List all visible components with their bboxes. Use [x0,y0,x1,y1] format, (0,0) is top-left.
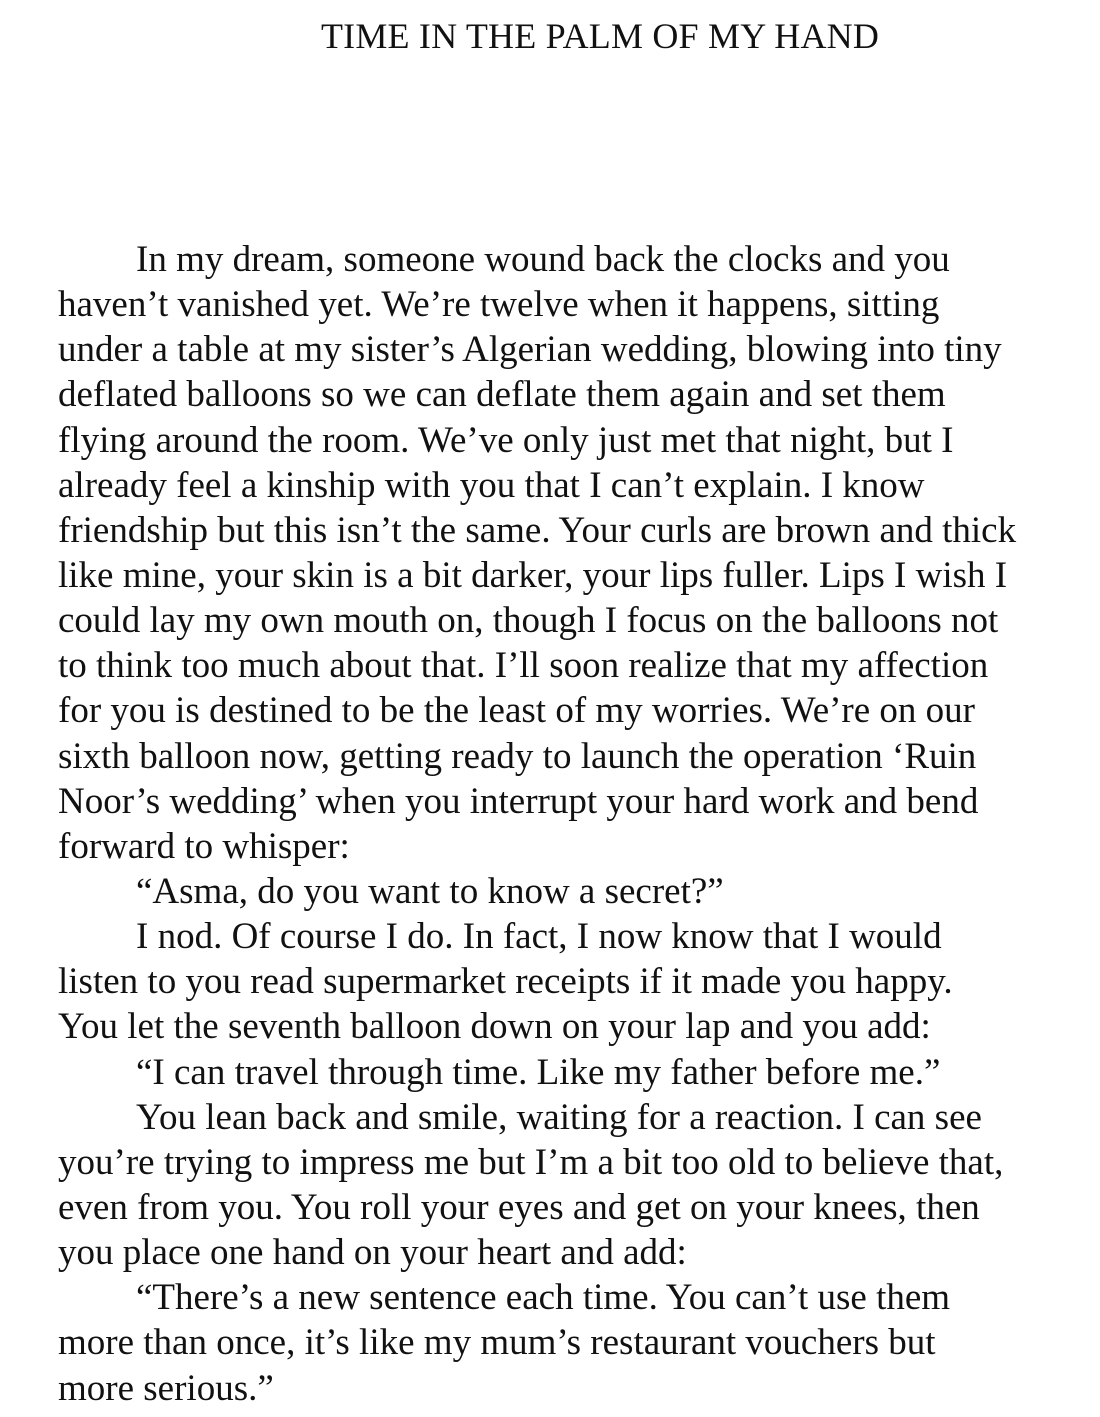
text-line: flying around the room. We’ve only just met that night, but I [58,419,954,461]
text-line: “I can travel through time. Like my father before me.” [136,1051,941,1093]
text-line: under a table at my sister’s Algerian wedding, blowing into tiny [58,329,1002,371]
text-line: friendship but this isn’t the same. Your curls are brown and thick [58,509,1017,551]
text-line: “Asma, do you want to know a secret?” [136,870,724,912]
text-line: more than once, it’s like my mum’s restaurant vouchers but [58,1322,936,1364]
text-line: sixth balloon now, getting ready to launch the operation ‘Ruin [58,735,977,777]
text-line: deflated balloons so we can deflate them again and set them [58,374,946,416]
text-line: more serious.” [58,1367,274,1409]
text-line: listen to you read supermarket receipts if it made you happy. [58,961,953,1003]
text-line: You let the seventh balloon down on your lap and you add: [58,1006,931,1048]
text-line: you place one hand on your heart and add: [58,1232,687,1274]
text-line: Noor’s wedding’ when you interrupt your hard work and bend [58,780,979,822]
text-line: for you is destined to be the least of my worries. We’re on our [58,690,975,732]
text-line: I nod. Of course I do. In fact, I now know that I would [136,916,942,958]
text-line: like mine, your skin is a bit darker, your lips fuller. Lips I wish I [58,554,1008,596]
text-line: you’re trying to impress me but I’m a bit too old to believe that, [58,1141,1004,1183]
text-line: forward to whisper: [58,825,350,867]
text-line: already feel a kinship with you that I can’t explain. I know [58,464,925,506]
chapter-title: TIME IN THE PALM OF MY HAND [320,16,880,56]
text-line: could lay my own mouth on, though I focus on the balloons not [58,600,999,642]
body-text [58,237,1094,1411]
text-line: haven’t vanished yet. We’re twelve when it happens, sitting [58,284,940,326]
text-line: even from you. You roll your eyes and get on your knees, then [58,1186,980,1228]
text-line: “There’s a new sentence each time. You can’t use them [136,1277,951,1319]
text-line: to think too much about that. I’ll soon realize that my affection [58,645,989,687]
text-line: You lean back and smile, waiting for a reaction. I can see [136,1096,982,1138]
text-line: In my dream, someone wound back the clocks and you [136,239,950,280]
